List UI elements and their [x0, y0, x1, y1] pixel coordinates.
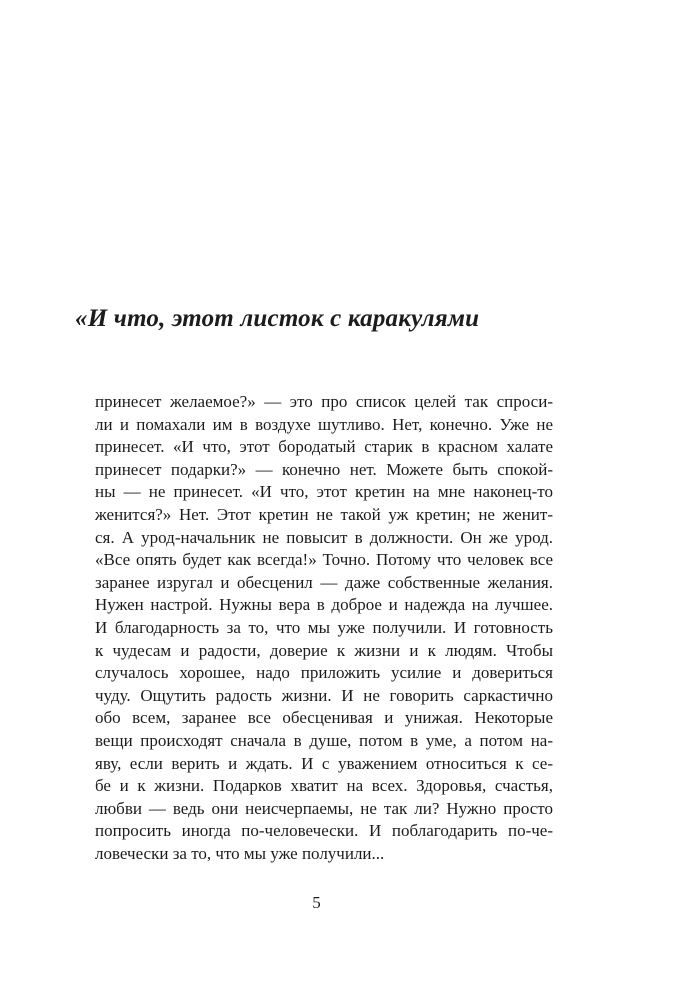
text-line: любви — ведь они неисчерпаемы, не так ли? Нужно просто	[95, 798, 553, 818]
text-line: Нужен настрой. Нужны вера в доброе и надежда на лучшее.	[95, 595, 553, 615]
text-line: вещи происходят сначала в душе, потом в уме, а потом на-	[95, 730, 553, 750]
text-line: принесет. «И что, этот бородатый старик в красном халате	[95, 437, 553, 457]
text-line: И благодарность за то, что мы уже получили. И готовность	[95, 617, 553, 637]
text-line: принесет подарки?» — конечно нет. Можете быть спокой-	[95, 459, 553, 479]
text-line: женится?» Нет. Этот кретин не такой уж кретин; не женит-	[95, 504, 553, 524]
text-line: попросить иногда по-человечески. И поблагодарить по-че-	[95, 821, 553, 841]
text-line: случалось хорошее, надо приложить усилие и довериться	[95, 663, 553, 683]
text-line: ловечески за то, что мы уже получили...	[95, 843, 385, 863]
text-line: бе и к жизни. Подарков хватит на всех. Здоровья, счастья,	[95, 776, 553, 796]
text-line: «Все опять будет как всегда!» Точно. Потому что человек все	[95, 550, 553, 570]
text-line: обо всем, заранее все обесценивая и унижая. Некоторые	[95, 708, 553, 728]
page-number: 5	[312, 893, 321, 912]
body-text	[95, 391, 553, 865]
chapter-heading: «И что, этот листок с каракулями	[75, 305, 480, 332]
text-line: чуду. Ощутить радость жизни. И не говорить саркастично	[95, 685, 553, 705]
text-line: к чудесам и радости, доверие к жизни и к людям. Чтобы	[95, 640, 553, 660]
text-line: ли и помахали им в воздухе шутливо. Нет, конечно. Уже не	[95, 414, 553, 434]
text-line: заранее изругал и обесценил — даже собственные желания.	[95, 572, 553, 592]
text-line: ны — не принесет. «И что, этот кретин на мне наконец-то	[95, 482, 553, 502]
text-line: ся. А урод-начальник не повысит в должности. Он же урод.	[95, 527, 553, 547]
text-line: принесет желаемое?» — это про список целей так спроси-	[95, 392, 553, 411]
text-line: яву, если верить и ждать. И с уважением относиться к се-	[95, 753, 553, 773]
